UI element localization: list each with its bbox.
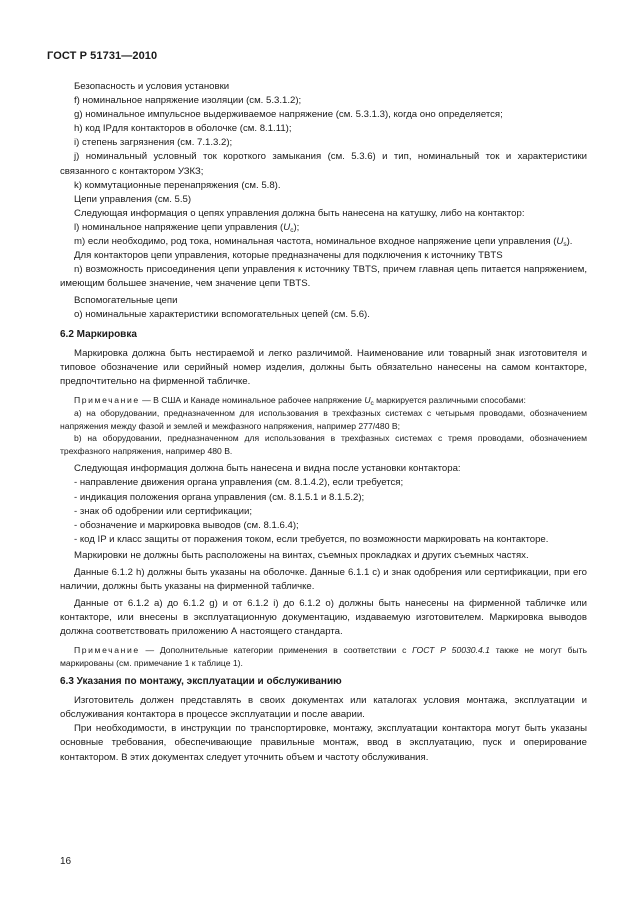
standard-reference: ГОСТ Р 50030.4.1	[412, 644, 490, 655]
paragraph: Следующая информация о цепях управления должна быть нанесена на катушку, либо на контактор:	[74, 207, 525, 219]
dash-item: - индикация положения органа управления (см. 8.1.5.1 и 8.1.5.2);	[74, 491, 365, 503]
paragraph: Изготовитель должен представлять в своих документах или каталогах условия монтажа, эксплуатации и обслуживания контактора в процессе эксплуатации и после аварии.	[60, 695, 587, 721]
voltage-symbol: U	[364, 395, 371, 406]
list-item: j) номинальный условный ток короткого замыкания (см. 5.3.6) и тип, номинальный ток и характеристики связанного с контактором УЗКЗ;	[60, 151, 587, 177]
paragraph: Маркировки не должны быть расположены на винтах, съемных прокладках и других съемных частях.	[74, 550, 529, 562]
page-content	[60, 80, 587, 765]
page-header: ГОСТ Р 51731—2010	[47, 50, 158, 62]
paragraph: Безопасность и условия установки	[74, 81, 230, 92]
section-heading-6-2: 6.2 Маркировка	[60, 329, 137, 341]
note-label: Примечание	[74, 395, 140, 406]
paragraph: При необходимости, в инструкции по транспортировке, монтажу, эксплуатации контактора могут быть указаны основные требования, обеспечивающие правильные монтаж, ввод в эксплуатацию, пуск и оперирование контактором. В этих документах следует уточнить объем и частоту обслуживания.	[60, 723, 587, 763]
list-item: n) возможность присоединения цепи управления к источнику TBTS, причем главная цепь питается напряжением, имеющим большее значение, чем значение цепи TBTS.	[60, 264, 587, 290]
paragraph: Для контакторов цепи управления, которые предназначены для подключения к источнику TBTS	[74, 250, 503, 262]
note-text: также не могут быть маркированы (см. примечание 1 к таблице 1).	[60, 644, 587, 668]
voltage-symbol: U	[283, 221, 291, 233]
list-item: g) номинальное импульсное выдерживаемое напряжение (см. 5.3.1.3), когда оно определяется;	[74, 109, 503, 121]
paragraph: Вспомогательные цепи	[74, 294, 178, 306]
note-label: Примечание	[74, 644, 140, 655]
voltage-subscript: s	[563, 241, 567, 249]
note-item-b: b) на оборудовании, предназначенном для использования в трехфазных системах с тремя проводами, обозначением трехфазного напряжения, например 480 В.	[60, 433, 587, 456]
note-text: маркируется различными способами:	[373, 395, 526, 406]
dash-item: - код IP и класс защиты от поражения током, если требуется, по возможности маркировать на контакторе.	[74, 533, 549, 545]
list-item: i) степень загрязнения (см. 7.1.3.2);	[74, 137, 233, 149]
list-item-l	[60, 221, 587, 235]
item-tail: ).	[566, 236, 573, 248]
list-item: k) коммутационные перенапряжения (см. 5.8).	[74, 179, 281, 191]
paragraph: Следующая информация должна быть нанесена и видна после установки контактора:	[74, 463, 461, 475]
voltage-symbol: U	[556, 236, 564, 248]
paragraph: Маркировка должна быть нестираемой и легко различимой. Наименование или товарный знак изготовителя и типовое обозначение или серийный номер изделия, должны быть обязательно нанесены на самом контакторе, предпочтительно на фирменной табличке.	[60, 348, 587, 388]
note-text: — Дополнительные категории применения в соответствии с	[139, 644, 413, 655]
item-tail: );	[293, 221, 300, 233]
list-item: f) номинальное напряжение изоляции (см. 5.3.1.2);	[74, 95, 302, 107]
item-text: m) если необходимо, род тока, номинальная частота, номинальное входное напряжение цепи управления (	[74, 236, 557, 248]
note-item-a: а) на оборудовании, предназначенном для использования в трехфазных системах с четырьмя проводами, обозначением напряжения между фазой и землей и межфазного напряжения, например 277/480 В;	[60, 407, 587, 431]
section-heading-6-3: 6.3 Указания по монтажу, эксплуатации и обслуживанию	[60, 676, 342, 688]
paragraph: Цепи управления (см. 5.5)	[74, 193, 192, 205]
list-item: o) номинальные характеристики вспомогательных цепей (см. 5.6).	[74, 309, 370, 320]
voltage-subscript: c	[290, 226, 294, 234]
dash-item: - обозначение и маркировка выводов (см. 8.1.6.4);	[74, 519, 299, 531]
voltage-subscript: c	[370, 400, 374, 408]
paragraph: Данные от 6.1.2 a) до 6.1.2 g) и от 6.1.2 i) до 6.1.2 o) должны быть нанесены на фирменной табличке или контакторе, или внесены в эксплуатационную документацию, издаваемую изготовителем. Маркировка выводов должна соответствовать приложению А настоящего стандарта.	[60, 597, 587, 637]
note	[60, 394, 587, 407]
dash-item: - направление движения органа управления (см. 8.1.4.2), если требуется;	[74, 477, 404, 489]
note-text: — В США и Канаде номинальное рабочее напряжение	[139, 395, 365, 406]
list-item-m	[60, 235, 587, 249]
page-number: 16	[60, 856, 72, 867]
item-text: l) номинальное напряжение цепи управления (	[74, 221, 284, 233]
dash-item: - знак об одобрении или сертификации;	[74, 505, 253, 517]
paragraph: Данные 6.1.2 h) должны быть указаны на оболочке. Данные 6.1.1 c) и знак одобрения или сертификации, при его наличии, должны быть указаны на фирменной табличке.	[60, 567, 587, 593]
note	[60, 644, 587, 669]
list-item: h) код IPдля контакторов в оболочке (см. 8.1.11);	[74, 123, 292, 135]
